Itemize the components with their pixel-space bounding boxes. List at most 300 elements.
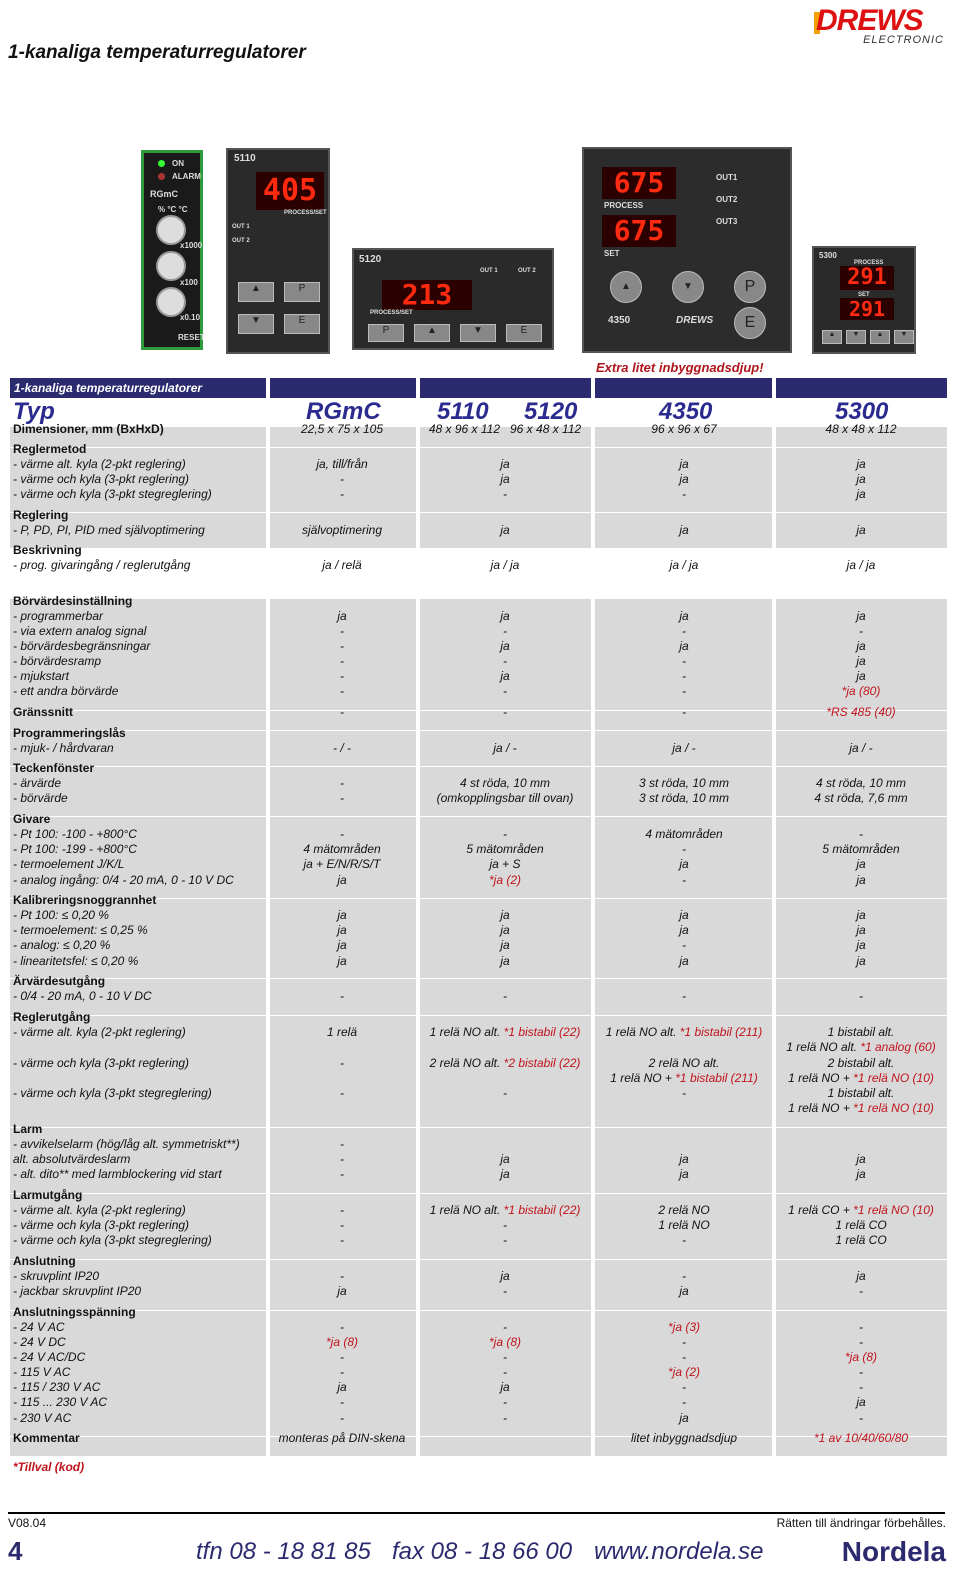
- cell-c3: [682, 1269, 686, 1284]
- cell-c2: [503, 1284, 507, 1299]
- cell-text: 1 relä CO +: [788, 1203, 854, 1217]
- cell-text: ja: [856, 472, 866, 486]
- cell-c4: [856, 938, 865, 953]
- cell-text: ja: [500, 923, 510, 937]
- cell-c3: [649, 1056, 720, 1071]
- p5110-e-button: E: [284, 314, 320, 334]
- cell-text: -: [859, 1365, 863, 1379]
- column-gap: [772, 513, 776, 548]
- cell-text: -: [682, 705, 686, 719]
- cell-c3: [631, 1431, 737, 1446]
- cell-c1: [337, 908, 346, 923]
- cell-c3: [679, 457, 688, 472]
- cell-c4: [859, 1335, 863, 1350]
- cell-text: ja: [337, 938, 347, 952]
- column-gap: [416, 979, 420, 1015]
- column-gap: [591, 1260, 595, 1310]
- column-gap: [772, 1128, 776, 1193]
- row-label: - skruvplint IP20: [13, 1269, 100, 1283]
- p4350-out3: OUT3: [716, 217, 738, 226]
- rgmc-name: RGmC: [150, 189, 179, 199]
- type-5110: 5110: [437, 398, 489, 425]
- cell-text: ja / relä: [322, 558, 362, 572]
- row-label: Anslutningsspänning: [13, 1305, 136, 1319]
- cell-c4: [788, 1101, 934, 1116]
- p5110-ps-label: PROCESS/SET: [284, 210, 327, 216]
- cell-text: -: [503, 1218, 507, 1232]
- cell-c4: [842, 684, 881, 699]
- p5300-display-set: 291: [840, 298, 894, 320]
- cell-c4: [856, 457, 865, 472]
- cell-text: monteras på DIN-skena: [278, 1431, 406, 1445]
- cell-c2: [500, 1167, 509, 1182]
- cell-text: 4 st röda, 10 mm: [815, 776, 907, 790]
- cell-text: -: [340, 1269, 344, 1283]
- rgmc-on-label: ON: [172, 159, 184, 168]
- p5120-p-button: P: [368, 324, 404, 342]
- cell-c4: [859, 1380, 863, 1395]
- cell-text: 4 st röda, 10 mm: [459, 776, 551, 790]
- cell-text: -: [340, 624, 344, 638]
- cell-c4: [788, 1071, 934, 1086]
- cell-text: 1 relä NO alt.: [429, 1025, 504, 1039]
- cell-text: -: [682, 1086, 686, 1100]
- cell-text: -: [503, 624, 507, 638]
- column-gap: [772, 1194, 776, 1259]
- cell-text: 1 relä NO +: [788, 1101, 854, 1115]
- row-label: Ärvärdesutgång: [13, 974, 106, 988]
- cell-c2: [503, 1218, 507, 1233]
- cell-c3: [658, 1218, 709, 1233]
- cell-text: *ja (8): [488, 1335, 522, 1349]
- rgmc-units: % °C °C: [158, 205, 188, 214]
- cell-text: -: [340, 1137, 344, 1151]
- row-label: - 0/4 - 20 mA, 0 - 10 V DC: [13, 989, 152, 1003]
- cell-text: 48 x 48 x 112: [825, 422, 897, 436]
- p5300-name: 5300: [819, 251, 837, 260]
- cell-c3: [682, 487, 686, 502]
- row-label: - analog: ≤ 0,20 %: [13, 938, 111, 952]
- cell-c1: [340, 1320, 344, 1335]
- cell-c2: [503, 684, 507, 699]
- cell-text: 1 relä NO +: [788, 1071, 854, 1085]
- cell-text: ja: [856, 457, 866, 471]
- cell-c2: [503, 1320, 507, 1335]
- cell-text: 3 st röda, 10 mm: [638, 776, 730, 790]
- header-bar: [270, 378, 416, 398]
- p4350-out1: OUT1: [716, 173, 738, 182]
- cell-text: 1 relä NO alt.: [605, 1025, 680, 1039]
- cell-text: 1 bistabil alt.: [827, 1025, 895, 1039]
- cell-option-text: *1 bistabil (22): [503, 1025, 581, 1039]
- cell-c2: [489, 1335, 521, 1350]
- cell-option-text: *1 relä NO (10): [853, 1101, 934, 1115]
- cell-text: 1 relä NO: [658, 1218, 710, 1232]
- cell-text: -: [503, 684, 507, 698]
- cell-text: ja: [337, 923, 347, 937]
- cell-c2: [500, 1269, 509, 1284]
- cell-text: 22,5 x 75 x 105: [300, 422, 384, 436]
- cell-c2: [503, 989, 507, 1004]
- cell-text: *1 av 10/40/60/80: [813, 1431, 909, 1445]
- cell-c3: [682, 654, 686, 669]
- row-label: Kommentar: [13, 1431, 80, 1445]
- cell-c1: [340, 1203, 344, 1218]
- cell-text: -: [682, 1395, 686, 1409]
- cell-text: 1 relä NO alt.: [429, 1203, 504, 1217]
- cell-c1: [340, 624, 344, 639]
- cell-c2: [503, 624, 507, 639]
- cell-text: 2 bistabil alt.: [827, 1056, 895, 1070]
- cell-text: -: [859, 1320, 863, 1334]
- cell-text: *ja (2): [667, 1365, 701, 1379]
- cell-c2: [500, 609, 509, 624]
- cell-text: -: [682, 989, 686, 1003]
- type-rgmc: RGmC: [306, 398, 381, 425]
- cell-c1: [337, 938, 346, 953]
- cell-c2: [489, 857, 520, 872]
- cell-c1: [340, 827, 344, 842]
- cell-text: 1 bistabil alt.: [827, 1086, 895, 1100]
- cell-text: ja: [500, 1152, 510, 1166]
- cell-text: ja: [500, 457, 510, 471]
- column-gap: [416, 1016, 420, 1127]
- row-label: Gränssnitt: [13, 705, 74, 719]
- cell-c4: [835, 1233, 886, 1248]
- p4350-p-button: P: [734, 271, 766, 303]
- cell-c4: [856, 923, 865, 938]
- cell-c4: [856, 1152, 865, 1167]
- arrow-down-icon: ▼: [894, 330, 914, 344]
- cell-c1: [340, 1056, 344, 1071]
- arrow-up-icon: ▲: [414, 324, 450, 342]
- column-gap: [591, 599, 595, 710]
- tillval-note: *Tillval (kod): [13, 1460, 85, 1474]
- cell-text: -: [340, 827, 344, 841]
- cell-c3: [645, 827, 722, 842]
- product-image-5110: [226, 148, 330, 354]
- cell-c4: [816, 776, 906, 791]
- cell-text: ja: [500, 954, 510, 968]
- row-label: - 115 V AC: [13, 1365, 71, 1379]
- p5110-name: 5110: [234, 153, 256, 164]
- column-gap: [772, 1016, 776, 1127]
- cell-text: -: [859, 827, 863, 841]
- cell-c1: [302, 523, 382, 538]
- cell-text: ja: [679, 472, 689, 486]
- arrow-up-icon: ▲: [870, 330, 890, 344]
- cell-c4: [856, 908, 865, 923]
- cell-text: -: [340, 791, 344, 805]
- cell-c3: [679, 639, 688, 654]
- cell-text: -: [340, 989, 344, 1003]
- row-label: - 115 ... 230 V AC: [13, 1395, 108, 1409]
- cell-text: -: [682, 669, 686, 683]
- row-label: - Pt 100: -199 - +800°C: [13, 842, 137, 856]
- column-gap: [266, 1437, 270, 1456]
- cell-text: 5 mätområden: [822, 842, 900, 856]
- cell-text: ja: [500, 938, 510, 952]
- cell-text: ja / -: [672, 741, 696, 755]
- row-label: - värme och kyla (3-pkt reglering): [13, 1056, 190, 1070]
- cell-c4: [828, 1056, 895, 1071]
- rgmc-alarm-led-icon: [158, 173, 165, 180]
- p4350-out2: OUT2: [716, 195, 738, 204]
- row-band: [10, 899, 947, 978]
- cell-text: -: [682, 684, 686, 698]
- cell-text: ja: [679, 923, 689, 937]
- row-label: - via extern analog signal: [13, 624, 147, 638]
- cell-c3: [668, 1320, 700, 1335]
- arrow-down-icon: ▼: [672, 271, 704, 303]
- p5110-out2: OUT 2: [232, 238, 250, 244]
- row-label: - 24 V DC: [13, 1335, 66, 1349]
- cell-option-text: *1 analog (60): [860, 1040, 936, 1054]
- cell-option-text: *1 bistabil (22): [503, 1203, 581, 1217]
- row-label: - ärvärde: [13, 776, 62, 790]
- row-label: - analog ingång: 0/4 - 20 mA, 0 - 10 V DC: [13, 873, 234, 887]
- cell-c3: [682, 1335, 686, 1350]
- column-gap: [266, 513, 270, 548]
- column-gap: [591, 1437, 595, 1456]
- row-label: Dimensioner, mm (BxHxD): [13, 422, 164, 436]
- cell-c1: [337, 954, 346, 969]
- footer-divider: [8, 1512, 945, 1514]
- cell-c1: [340, 1167, 344, 1182]
- row-label: Reglermetod: [13, 442, 87, 456]
- cell-text: självoptimering: [301, 523, 383, 537]
- row-label: Larmutgång: [13, 1188, 83, 1202]
- cell-text: -: [503, 487, 507, 501]
- cell-text: -: [859, 989, 863, 1003]
- cell-text: 1 relä CO: [835, 1233, 887, 1247]
- cell-c2: [500, 639, 509, 654]
- cell-c4: [822, 842, 899, 857]
- row-label: - ett andra börvärde: [13, 684, 119, 698]
- cell-c4: [856, 523, 865, 538]
- cell-text: -: [340, 1152, 344, 1166]
- logo-sub-text: ELECTRONIC: [863, 34, 944, 46]
- cell-text: ja: [500, 908, 510, 922]
- cell-c1: [279, 1431, 406, 1446]
- column-gap: [772, 767, 776, 816]
- cell-c2: [430, 1056, 581, 1071]
- cell-text: (omkopplingsbar till ovan): [436, 791, 574, 805]
- cell-c3: [682, 938, 686, 953]
- cell-text: -: [682, 1269, 686, 1283]
- cell-text: -: [503, 1284, 507, 1298]
- cell-text: ja: [679, 1167, 689, 1181]
- typ-label: Typ: [13, 398, 55, 425]
- column-gap: [591, 899, 595, 978]
- row-label: - 230 V AC: [13, 1411, 72, 1425]
- cell-c1: [340, 1218, 344, 1233]
- product-image-4350: [582, 147, 792, 353]
- cell-c2: [503, 1350, 507, 1365]
- cell-text: ja: [856, 908, 866, 922]
- cell-text: -: [340, 1411, 344, 1425]
- column-gap: [266, 979, 270, 1015]
- website-link[interactable]: www.nordela.se: [594, 1538, 764, 1565]
- cell-text: 2 relä NO: [658, 1203, 710, 1217]
- cell-text: 3 st röda, 10 mm: [638, 791, 730, 805]
- cell-option-text: *1 relä NO (10): [853, 1071, 934, 1085]
- row-label: - linearitetsfel: ≤ 0,20 %: [13, 954, 139, 968]
- cell-c4: [859, 1284, 863, 1299]
- cell-text: ja: [500, 609, 510, 623]
- row-band: [10, 599, 947, 710]
- cell-c1: [322, 558, 361, 573]
- row-label: - avvikelselarm (hög/låg alt. symmetriskt**): [13, 1137, 240, 1151]
- cell-text: -: [340, 1056, 344, 1070]
- column-gap: [416, 1311, 420, 1436]
- cell-text: -: [503, 1395, 507, 1409]
- cell-text: -: [340, 1167, 344, 1181]
- cell-c3: [682, 705, 686, 720]
- cell-c2: [430, 1025, 581, 1040]
- cell-text: ja: [856, 873, 866, 887]
- cell-c3: [679, 857, 688, 872]
- cell-text: - / -: [333, 741, 351, 755]
- cell-c4: [828, 1086, 895, 1101]
- row-label: - 115 / 230 V AC: [13, 1380, 101, 1394]
- p5120-out1: OUT 1: [480, 268, 498, 274]
- cell-text: -: [503, 705, 507, 719]
- row-label: Beskrivning: [13, 543, 82, 557]
- row-label: Kalibreringsnoggrannhet: [13, 893, 157, 907]
- arrow-up-icon: ▲: [238, 282, 274, 302]
- cell-c2: [430, 1203, 581, 1218]
- type-5120: 5120: [524, 398, 578, 425]
- column-gap: [416, 1128, 420, 1193]
- cell-text: -: [340, 487, 344, 501]
- cell-text: ja: [679, 954, 689, 968]
- cell-c2: [500, 669, 509, 684]
- cell-text: ja: [856, 669, 866, 683]
- cell-c4: [859, 827, 863, 842]
- column-gap: [591, 731, 595, 766]
- cell-text: -: [682, 654, 686, 668]
- cell-c4: [847, 558, 876, 573]
- cell-text: ja: [856, 1167, 866, 1181]
- cell-c2: [503, 487, 507, 502]
- cell-text: ja: [856, 857, 866, 871]
- row-label: - programmerbar: [13, 609, 104, 623]
- arrow-up-icon: ▲: [610, 271, 642, 303]
- cell-c4: [856, 639, 865, 654]
- cell-c4: [856, 954, 865, 969]
- row-label: - 24 V AC/DC: [13, 1350, 86, 1364]
- cell-text: -: [340, 1086, 344, 1100]
- cell-c3: [668, 1365, 700, 1380]
- logo-main-text: DREWS: [816, 4, 923, 37]
- column-gap: [266, 1016, 270, 1127]
- cell-c4: [814, 791, 907, 806]
- column-gap: [591, 1311, 595, 1436]
- column-gap: [591, 979, 595, 1015]
- row-band: [10, 1437, 947, 1456]
- row-label: - P, PD, PI, PID med självoptimering: [13, 523, 205, 537]
- cell-text: ja: [856, 654, 866, 668]
- cell-c1: [337, 1284, 346, 1299]
- cell-text: -: [503, 1411, 507, 1425]
- column-gap: [266, 549, 270, 584]
- product-image-5300: [812, 246, 916, 354]
- p5120-out2: OUT 2: [518, 268, 536, 274]
- column-gap: [591, 767, 595, 816]
- column-gap: [591, 427, 595, 447]
- cell-c3: [679, 1152, 688, 1167]
- cell-text: *ja (80): [841, 684, 881, 698]
- column-gap: [772, 711, 776, 730]
- cell-c3: [679, 1411, 688, 1426]
- cell-text: ja: [500, 669, 510, 683]
- cell-text: *ja (8): [844, 1350, 878, 1364]
- column-gap: [416, 731, 420, 766]
- cell-c3: [606, 1025, 763, 1040]
- cell-c3: [682, 624, 686, 639]
- cell-c2: [489, 873, 521, 888]
- row-label: Teckenfönster: [13, 761, 95, 775]
- cell-text: 4 mätområden: [303, 842, 381, 856]
- cell-text: ja: [337, 954, 347, 968]
- cell-text: 96 x 96 x 67: [651, 422, 717, 436]
- cell-c4: [859, 1320, 863, 1335]
- cell-c4: [859, 1411, 863, 1426]
- cell-c1: [301, 422, 383, 437]
- page-number: 4: [8, 1536, 23, 1566]
- row-label: - Pt 100: -100 - +800°C: [13, 827, 137, 841]
- row-label: Reglerutgång: [13, 1010, 91, 1024]
- rgmc-alarm-label: ALARM: [172, 172, 201, 181]
- cell-text: ja: [856, 639, 866, 653]
- cell-c4: [856, 669, 865, 684]
- column-gap: [591, 513, 595, 548]
- cell-text: 1 relä: [326, 1025, 358, 1039]
- cell-c3: [610, 1071, 758, 1086]
- cell-c3: [679, 609, 688, 624]
- cell-c3: [679, 523, 688, 538]
- cell-text: -: [682, 1380, 686, 1394]
- column-gap: [772, 731, 776, 766]
- row-label: - värme och kyla (3-pkt reglering): [13, 472, 190, 486]
- cell-text: ja: [856, 1269, 866, 1283]
- column-gap: [591, 711, 595, 730]
- arrow-down-icon: ▼: [460, 324, 496, 342]
- row-label: - värme alt. kyla (2-pkt reglering): [13, 1025, 186, 1039]
- cell-c2: [503, 1233, 507, 1248]
- column-gap: [772, 427, 776, 447]
- cell-c3: [672, 741, 695, 756]
- cell-text: -: [503, 1320, 507, 1334]
- cell-text: -: [859, 1335, 863, 1349]
- cell-text: ja: [679, 857, 689, 871]
- cell-c1: [340, 669, 344, 684]
- cell-c1: [340, 1152, 344, 1167]
- column-gap: [266, 1128, 270, 1193]
- p4350-set-label: SET: [604, 249, 620, 258]
- arrow-down-icon: ▼: [238, 314, 274, 334]
- cell-c3: [670, 558, 699, 573]
- cell-c1: [337, 923, 346, 938]
- cell-text: ja + S: [489, 857, 521, 871]
- cell-text: -: [682, 842, 686, 856]
- cell-c3: [679, 954, 688, 969]
- cell-text: -: [503, 1350, 507, 1364]
- cell-c3: [651, 422, 716, 437]
- cell-c2: [503, 1365, 507, 1380]
- row-label: - börvärdesbegränsningar: [13, 639, 151, 653]
